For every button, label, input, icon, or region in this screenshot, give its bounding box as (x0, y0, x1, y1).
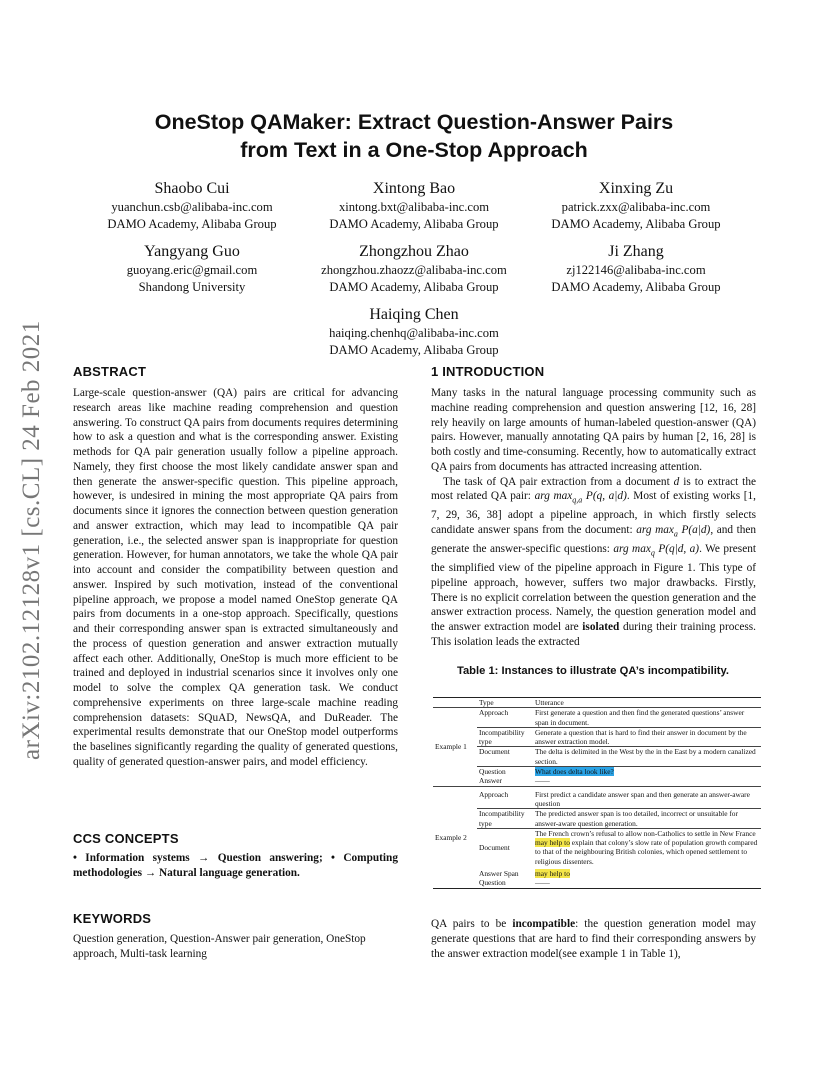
author-affiliation: DAMO Academy, Alibaba Group (551, 279, 721, 294)
table-row: Question What does delta look like? (433, 767, 761, 777)
author-affiliation: Shandong University (138, 279, 246, 294)
table-caption: Table 1: Instances to illustrate QA’s incompatibility. (456, 665, 730, 677)
author-name: Ji Zhang (608, 243, 664, 260)
highlighted-span: may help to (535, 838, 570, 848)
table-row: Incompatibility type The predicted answer span is too detailed, incorrect or unsuitable for answer-aware question generation. (433, 809, 761, 829)
paper-title (74, 108, 754, 164)
table-row: Example 2 Approach First predict a candidate answer span and then generate an answer-aware question (433, 786, 761, 809)
highlighted-answer-span: may help to (535, 869, 570, 879)
author-block (294, 178, 534, 232)
highlighted-question: What does delta look like? (535, 767, 614, 777)
example-1-label: Example 1 (433, 708, 477, 786)
table-row: Incompatibility type Generate a question that is hard to find their answer in document by the answer extraction model. (433, 727, 761, 747)
abstract-heading: ABSTRACT (73, 364, 147, 379)
table-header-utterance: Utterance (533, 698, 761, 708)
keywords-heading: KEYWORDS (73, 911, 152, 926)
table-row: Document The French crown’s refusal to allow non-Catholics to settle in New France may help to explain that colony’s slow rate of population growth compared to that of the neighbouring British colonies, which opened settlement to religious dissenters. (433, 828, 761, 866)
author-name: Xintong Bao (372, 180, 456, 197)
author-block (294, 304, 534, 358)
intro-paragraph-2: The task of QA pair extraction from a document d is to extract the most related QA pair: arg $\max_{q,a} P(q$, a|d). Most of existing works [1, 7, 29, 36, 38] adopt a pipeline approach, in which firstly selects candidate answer spans from the document: arg $\max_a P(a|d)$, and then generate the answer-specific questions: arg $\max_q P(q|d$, a). We present the simplified view of the pipeline approach in Figure 1. This type of pipeline approach, however, suffers two major drawbacks. Firstly, There is no explicit correlation between the question generation and the answer extraction process. Namely, the question generation model and the answer extraction model are isolated during their training process. This isolation leads the extracted (431, 475, 757, 648)
author-affiliation: DAMO Academy, Alibaba Group (107, 216, 277, 231)
author-email: zj122146@alibaba-inc.com (566, 263, 706, 277)
author-affiliation: DAMO Academy, Alibaba Group (329, 216, 499, 231)
author-affiliation: DAMO Academy, Alibaba Group (329, 279, 499, 294)
author-block (516, 241, 756, 295)
author-email: patrick.zxx@alibaba-inc.com (561, 200, 711, 214)
intro-paragraph-3: QA pairs to be incompatible: the question generation model may generate questions that are hard to find their corresponding answers by the answer extraction model(see example 1 in Table 1), (431, 918, 756, 960)
table-header-type: Type (477, 698, 533, 708)
author-email: xintong.bxt@alibaba-inc.com (338, 200, 490, 214)
example-2-label: Example 2 (433, 786, 477, 888)
author-block (72, 178, 312, 232)
abstract-body: Large-scale question-answer (QA) pairs are critical for advancing research areas like machine reading comprehension and question answering. To construct QA pairs from documents requires determining how to ask a question and what is the corresponding answer. Existing methods for QA pair generation usually follow a pipeline approach. Namely, they first choose the most likely candidate answer span and then generate the answer-specific question. This pipeline approach, however, is undesired in mining the most appropriate QA pairs from documents since it ignores the connection between question generation and answer extraction, which may lead to incompatible QA pair generation, i.e., the selected answer span is inappropriate for question generation. However, for human annotators, we take the whole QA pair into account and consider the compatibility between question and answer. Inspired by such motivation, instead of the conventional pipeline approach, we propose a model named OneStop generate QA pairs from documents in a one-stop approach. Specifically, questions and their corresponding answer span is extracted simultaneously and the process of question generation and answer extraction mutually affect each other. Additionally, OneStop is much more efficient to be trained and deployed in industrial scenarios since it involves only one model to solve the complex QA generation task. We conduct comprehensive experiments on three large-scale machine reading comprehension datasets: SQuAD, NewsQA, and DuReader. The experimental results demonstrate that our OneStop model outperforms the baselines significantly regarding the quality of generated questions, quality of generated question-answer pairs, and model efficiency. (73, 387, 398, 768)
incompatibility-table (433, 697, 761, 889)
author-email: zhongzhou.zhaozz@alibaba-inc.com (321, 263, 507, 277)
title-line-1: OneStop QAMaker: Extract Question-Answer Pairs (154, 110, 674, 134)
table-row: Answer Span may help to (479, 869, 570, 879)
author-affiliation: DAMO Academy, Alibaba Group (551, 216, 721, 231)
author-block (284, 241, 544, 295)
author-name: Zhongzhou Zhao (359, 243, 469, 260)
table-row: Example 1 Approach First generate a question and then find the generated questions’ answer span in document. (433, 708, 761, 728)
table-header-row (433, 698, 761, 708)
author-block (72, 241, 312, 295)
table-row: Question —— (433, 878, 761, 888)
author-email: yuanchun.csb@alibaba-inc.com (111, 200, 273, 214)
author-email: haiqing.chenhq@alibaba-inc.com (329, 326, 499, 340)
table-row: Answer —— (479, 776, 550, 786)
table-row: Document The delta is delimited in the West by the in the East by a modern canalized section. (433, 747, 761, 767)
intro-text (431, 386, 756, 650)
author-name: Yangyang Guo (144, 243, 240, 260)
arxiv-identifier: arXiv:2102.12128v1 [cs.CL] 24 Feb 2021 (18, 320, 45, 760)
author-block (516, 178, 756, 232)
author-name: Shaobo Cui (154, 180, 230, 197)
ccs-body: • Information systems → Question answering; • Computing methodologies → Natural language generation. (73, 852, 398, 879)
keywords-body: Question generation, Question-Answer pair generation, OneStop approach, Multi-task learning (73, 933, 366, 960)
ccs-heading: CCS CONCEPTS (73, 831, 179, 846)
title-line-2: from Text in a One-Stop Approach (240, 138, 588, 162)
intro-heading: 1 INTRODUCTION (431, 364, 545, 379)
intro-paragraph-1: Many tasks in the natural language processing community such as machine reading comprehension and question answering [12, 16, 28] rely heavily on large amounts of human-labeled question-answer (QA) pairs. However, manually annotating QA pairs by human [2, 16, 28] is both costly and time-consuming. Recently, how to automatically extract QA pairs from documents has attracted increasing attention. (431, 387, 756, 473)
author-name: Haiqing Chen (369, 306, 459, 323)
author-name: Xinxing Zu (598, 180, 674, 197)
author-email: guoyang.eric@gmail.com (126, 263, 258, 277)
author-affiliation: DAMO Academy, Alibaba Group (329, 342, 499, 357)
